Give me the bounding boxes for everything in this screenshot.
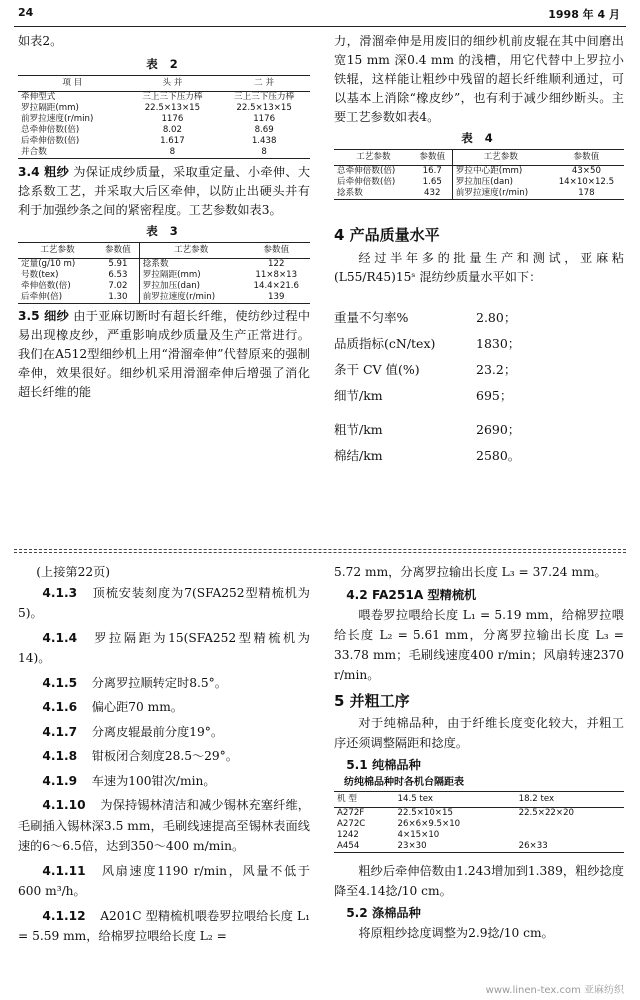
quality-value: 2690； <box>476 422 521 437</box>
section-5-title: 5 并粗工序 <box>334 692 410 710</box>
table-cell: 16.7 <box>413 166 453 178</box>
table-cell: A272C <box>337 819 366 829</box>
table-cell: 后牵伸倍数(倍) <box>337 177 396 187</box>
table-row <box>334 166 624 178</box>
list-item <box>18 673 310 694</box>
table4-header-cell: 参数值 <box>413 150 453 166</box>
item-number: 4.1.5 <box>42 675 78 690</box>
list-item <box>18 906 310 947</box>
quality-value: 23.2； <box>476 362 517 377</box>
table2-caption: 表 2 <box>146 57 182 71</box>
table-cell: 罗拉隔距(mm) <box>21 103 79 113</box>
item-number: 4.1.7 <box>42 724 78 739</box>
table3-header-row <box>18 243 310 259</box>
top-left-column <box>18 32 310 402</box>
quality-list <box>334 305 624 469</box>
table4 <box>334 149 624 200</box>
gauge-table-header-cell: 14.5 tex <box>395 792 516 808</box>
table-cell: A272F <box>337 808 365 818</box>
gauge-table-header-cell: 机 型 <box>334 792 395 808</box>
item-number: 4.1.11 <box>42 863 86 878</box>
quality-label: 品质指标(cN/tex) <box>334 336 436 351</box>
item-text: A201C 型精梳机喂卷罗拉喂给长度 L₁ = 5.59 mm，给棉罗拉喂给长度 L₂ = <box>18 908 310 943</box>
item-text: 分离皮辊最前分度19°。 <box>91 724 224 739</box>
table-cell: 1.65 <box>413 177 453 188</box>
item-text: 车速为100钳次/min。 <box>91 773 216 788</box>
table-cell: 三上三下压力棒 <box>142 92 203 102</box>
table4-header-cell: 工艺参数 <box>452 150 549 166</box>
list-item <box>18 697 310 718</box>
table-row <box>334 188 624 200</box>
table-cell: 178 <box>549 188 624 200</box>
table-row <box>334 808 624 820</box>
bottom-left-column <box>18 562 310 947</box>
table-cell: 14×10×12.5 <box>558 177 615 187</box>
table-cell: 牵伸倍数(倍) <box>21 281 71 291</box>
section-3-4-text: 为保证成纱质量，采取重定量、小牵伸、大捻系数工艺，并采取大后区牵伸，以防止出硬头并有利于加强纱条之间的紧密程度。工艺参数如表3。 <box>18 165 311 217</box>
section-4-title: 4 产品质量水平 <box>334 226 440 244</box>
table-row <box>18 147 310 159</box>
item-text: 分离罗拉顺转定时8.5°。 <box>91 675 227 690</box>
item-number: 4.1.4 <box>42 630 78 645</box>
table-row <box>18 292 310 304</box>
table-cell: 罗拉加压(dan) <box>142 281 201 291</box>
list-item <box>18 795 310 857</box>
table-cell: 22.5×13×15 <box>236 103 292 113</box>
table-row <box>18 125 310 136</box>
table3 <box>18 242 310 304</box>
table2 <box>18 75 310 159</box>
table-cell: 8 <box>127 147 219 159</box>
continued-text: 5.72 mm，分离罗拉输出长度 L₃ = 37.24 mm。 <box>334 565 607 579</box>
table-cell: 139 <box>243 292 310 304</box>
quality-label: 条干 CV 值(%) <box>334 362 420 377</box>
table-cell <box>516 819 624 830</box>
table-cell: 7.02 <box>97 281 139 292</box>
table-cell: 4×15×10 <box>397 830 440 840</box>
table-cell: 罗拉隔距(mm) <box>142 270 201 280</box>
table-cell: 三上三下压力棒 <box>234 92 295 102</box>
list-item <box>18 583 310 624</box>
list-item <box>18 722 310 743</box>
top-right-column <box>334 32 624 469</box>
table-cell: 14.4×21.6 <box>253 281 299 291</box>
table-cell: 23×30 <box>395 841 516 853</box>
table-row <box>18 92 310 104</box>
quality-label: 粗节/km <box>334 422 383 437</box>
item-text: 罗拉隔距为15(SFA252型精梳机为14)。 <box>18 630 310 665</box>
table-row <box>18 114 310 125</box>
table-row <box>334 819 624 830</box>
section-3-5 <box>18 307 310 402</box>
table4-caption: 表 4 <box>461 131 497 145</box>
table-cell: 8.02 <box>162 125 182 135</box>
table-cell: 22.5×22×20 <box>518 808 575 818</box>
table-row <box>334 830 624 841</box>
gauge-table-header-row <box>334 792 624 808</box>
section-5-1-title: 5.1 纯棉品种 <box>346 758 421 772</box>
quality-row <box>334 417 624 443</box>
quality-value: 695； <box>476 388 513 403</box>
table4-header-cell: 参数值 <box>549 150 624 166</box>
list-item <box>18 771 310 792</box>
section-3-4 <box>18 163 310 220</box>
table-cell: 432 <box>413 188 453 200</box>
section-4-text: 经过半年多的批量生产和测试，亚麻粘(L55/R45)15ˢ 混纺纱质量水平如下： <box>334 251 624 284</box>
table2-header-cell: 二 并 <box>218 76 310 92</box>
quality-value: 2580。 <box>476 448 521 463</box>
continued-note: (上接第22页) <box>36 565 111 579</box>
item-number: 4.1.6 <box>42 700 78 714</box>
table3-header-cell: 工艺参数 <box>139 243 242 259</box>
quality-row <box>334 443 624 469</box>
item-number: 4.1.3 <box>42 585 78 600</box>
table-cell: 总牵伸倍数(倍) <box>337 166 396 176</box>
section-4-2-title: 4.2 FA251A 型精梳机 <box>346 588 477 602</box>
quality-label: 棉结/km <box>334 448 383 463</box>
issue-date: 1998 年 4 月 <box>548 8 620 21</box>
quality-row <box>334 357 624 383</box>
intro-line: 如表2。 <box>18 34 63 48</box>
list-item <box>18 861 310 902</box>
table-row <box>334 841 624 853</box>
table-cell: 罗拉中心距(mm) <box>455 166 523 176</box>
table3-header-cell: 参数值 <box>97 243 139 259</box>
section-5-1-text: 粗纱后牵伸倍数由1.243增加到1.389，粗纱捻度降至4.14捻/10 cm。 <box>334 864 624 898</box>
gauge-table-title: 纺纯棉品种时各机台隔距表 <box>344 777 464 788</box>
quality-label: 细节/km <box>334 388 383 403</box>
item-text: 顶梳安装刻度为7(SFA252型精梳机为5)。 <box>18 585 310 620</box>
table2-header-cell: 项 目 <box>18 76 127 92</box>
section-3-4-title: 3.4 粗纱 <box>18 165 70 179</box>
section-5-2-text: 将原粗纱捻度调整为2.9捻/10 cm。 <box>358 926 554 940</box>
table-cell <box>516 830 624 841</box>
table-row <box>334 177 624 188</box>
table-cell: 牵伸型式 <box>21 92 56 102</box>
table-cell: 前罗拉速度(r/min) <box>452 188 549 200</box>
article-divider <box>14 552 626 553</box>
item-text: 为保持锡林清洁和减少锡林充塞纤维，毛刷插入锡林深3.5 mm，毛刷线速提高至锡林表面线速的6～6.5倍，达到350～400 m/min。 <box>18 798 310 853</box>
table-cell: 后牵伸倍数(倍) <box>21 136 80 146</box>
table-cell: 号数(tex) <box>21 270 59 280</box>
table2-header-cell: 头 并 <box>127 76 219 92</box>
table4-header-cell: 工艺参数 <box>334 150 413 166</box>
table-cell: 43×50 <box>571 166 601 176</box>
item-text: 风扇速度1190 r/min，风量不低于600 m³/h。 <box>18 863 310 898</box>
table-row <box>18 136 310 147</box>
section-5-2-title: 5.2 涤棉品种 <box>346 906 421 920</box>
quality-value: 2.80； <box>476 310 517 325</box>
table-cell: 捻系数 <box>142 259 169 269</box>
table4-header-row <box>334 150 624 166</box>
table-cell: 22.5×10×15 <box>397 808 453 818</box>
table3-header-cell: 工艺参数 <box>18 243 97 259</box>
item-number: 4.1.9 <box>42 773 78 788</box>
quality-row <box>334 305 624 331</box>
gauge-table <box>334 791 624 853</box>
table-cell: 26×6×9.5×10 <box>397 819 461 829</box>
table-cell: 8 <box>218 147 310 159</box>
table-cell: 前罗拉速度(r/min) <box>21 114 94 124</box>
table-cell: 5.91 <box>97 259 139 271</box>
item-text: 钳板闭合刻度28.5～29°。 <box>91 749 238 763</box>
table-cell: 定量(g/10 m) <box>21 259 76 269</box>
table-cell: 1176 <box>253 114 276 124</box>
list-item <box>18 628 310 669</box>
quality-label: 重量不匀率% <box>334 310 409 325</box>
table-cell: A454 <box>334 841 395 853</box>
table-cell: 1.30 <box>97 292 139 304</box>
list-item <box>18 746 310 767</box>
section-3-5-title: 3.5 细纱 <box>18 309 70 323</box>
header-rule <box>14 26 626 27</box>
quality-row <box>334 331 624 357</box>
article-divider <box>14 549 626 550</box>
top-right-text: 力，滑溜牵伸是用废旧的细纱机前皮辊在其中间磨出宽15 mm 深0.4 mm 的浅槽，用它代替中上罗拉小铁辊，这样能让粗纱中残留的超长纤维顺利通过，可以基本上消除“橡皮纱”，也有利于减少细纱断头。主要工艺参数如表4。 <box>334 34 624 124</box>
table-row <box>18 281 310 292</box>
item-number: 4.1.10 <box>42 798 86 812</box>
table-cell: 6.53 <box>97 270 139 281</box>
table-cell: 11×8×13 <box>255 270 298 280</box>
quality-row <box>334 383 624 409</box>
table-cell: 1176 <box>161 114 184 124</box>
table-cell: 122 <box>268 259 285 269</box>
table-cell: 1.438 <box>251 136 277 146</box>
item-number: 4.1.12 <box>42 908 86 923</box>
table-cell: 捻系数 <box>334 188 413 200</box>
table-row <box>18 259 310 271</box>
gauge-table-header-cell: 18.2 tex <box>516 792 624 808</box>
page-number: 24 <box>18 6 34 19</box>
table-cell: 1242 <box>337 830 359 840</box>
bottom-right-column <box>334 562 624 943</box>
table-cell: 罗拉加压(dan) <box>455 177 514 187</box>
watermark: www.linen-tex.com 亚麻纺织 <box>485 985 624 996</box>
table-cell: 前罗拉速度(r/min) <box>139 292 242 304</box>
table-cell: 后牵伸(倍) <box>18 292 97 304</box>
section-5-text: 对于纯棉品种，由于纤维长度变化较大，并粗工序还须调整隔距和捻度。 <box>334 716 624 750</box>
table-cell: 8.69 <box>254 125 274 135</box>
section-4-2-text: 喂卷罗拉喂给长度 L₁ = 5.19 mm，给棉罗拉喂给长度 L₂ = 5.61 mm，分离罗拉输出长度 L₃ = 33.78 mm；毛刷线速度400 r/min；风扇转速2370 r/min。 <box>334 608 624 682</box>
table-row <box>18 103 310 114</box>
table-cell: 22.5×13×15 <box>144 103 201 113</box>
quality-value: 1830； <box>476 336 521 351</box>
item-number: 4.1.8 <box>42 749 78 763</box>
table2-header-row <box>18 76 310 92</box>
table-cell: 1.617 <box>160 136 185 146</box>
item-text: 偏心距70 mm。 <box>91 700 183 714</box>
section-3-5-text: 由于亚麻切断时有超长纤维，使纺纱过程中易出现橡皮纱，严重影响成纱质量及生产正常进行。我们在A512型细纱机上用“滑溜牵伸”代替原来的强制牵伸，效果很好。细纱机采用滑溜牵伸后增强了消化超长纤维的能 <box>18 309 311 399</box>
table3-caption: 表 3 <box>146 224 182 238</box>
table-row <box>18 270 310 281</box>
table3-header-cell: 参数值 <box>243 243 310 259</box>
table-cell: 26×33 <box>516 841 624 853</box>
table-cell: 总牵伸倍数(倍) <box>21 125 80 135</box>
table-cell: 并合数 <box>18 147 127 159</box>
